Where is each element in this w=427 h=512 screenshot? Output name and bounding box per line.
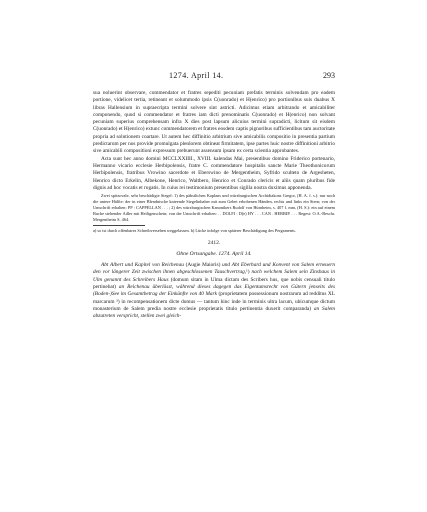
regest-italic-4: an Reichenau überlässt, während dieses dagegen das Eigentumsrecht von Gütern jenseits des (Boden-)See im Gesamtbetrag der Einkünfte von 40 Mark xyxy=(93,284,336,298)
document-body xyxy=(93,90,335,321)
regest-roman-4: (proprietatem possessionum nostrarum ad redditus XL marcarum ³) in recompensationem dicte domus — tantum hinc inde in terminis ultra lacum, ubicumque dictum monasterium de Salem predia nostre ecclesie proprietatis titulo pertinentia duxerit comparanda) xyxy=(93,291,335,312)
regest-roman-1: (Augie Maioris) xyxy=(183,262,223,269)
charter-paragraph-1: sua noluerint observare, commendator et fratres sepediti pecuniam prefatis terminis solvendam pro eadem portione, videlicet tertia, retineant et solummodo ipsis C(uonrado) et H(enrico) pro portionibus suis duabus X libras Hallensium in supraecripta termini solvere sint astricti. Adicimus etiam arbitrando et amicabiliter componendo, quod si commendator et fratres iam dicti prenominatis C(uonrado) et H(enrico) non solvant pecuniam superius comprehensam infra X dies post lapsum alicuius termini supradicti, licitum sit eisdem C(uonrado) et H(enrico) extunc commendatorem et fratres eosdem captis pignoribus sufficientibus tam auctoritate propria ad solutionem coartare. Ut autem hec diffinitio arbitrium sive amicabilis compositio in presentia partium predictarum per nos provide promulgata plenlorem obtineat firmitatem, ipse partes huic nostre diffinitioni arbitrio sive amicabili compositioni expressum prebuerunt assensum ipsam ex certa scientia approbantes. xyxy=(93,90,336,155)
regest-italic-2: und Abt Eberhard und Konvent von Salem erneuern den vor längerer Zeit zwischen ihnen abgeschlossenen Tauschvertrag, xyxy=(93,262,335,276)
charter-paragraph-2: Acta sunt hec anno domini MCCLXXIIII., XVIII. kalendas Mai, presentibus domino Friderico portenario, Hermanno vicario ecclesie Herbipolensis, fratre C. commendatore hospitalis sancte Marie Theothonicorum Herbipolensis, fratribus Vrowino sacerdote et Eberswino de Mergentheim, Syfrido sculteto de Argesheten, Henrico dicto Erkelin, Albekone, Henrico, Waltbero, Henrico et Conrado clericis et aliis quam pluribus fide dignis ad hoc vocatis et rogatis. In cuius rei testimonium presentibus sigilla nostra duximus apponenda. xyxy=(93,155,335,191)
footnote-rule xyxy=(93,225,145,226)
running-header xyxy=(93,70,335,82)
regest-italic-5: an Salem abzutreten verspricht, stellen zwei gleich- xyxy=(93,305,335,320)
document-date: Ohne Ortsangabe. 1274. April 14. xyxy=(176,250,252,257)
header-date: 1274. April 14. xyxy=(169,71,224,80)
seal-description: Zwei spitzovale, sehr beschädigte Siegel: 1) des päbstlichen Kaplans und würzburgischen Archidiakons Gregor, (H. A. f. s.): nur noch die untere Hälfte: der in einer Blendnische knieende Siegelinhaber mit zum Gebet erhobenen Händen, rechts und links ein Stern; von der Umschrift erhalten: PP : CAPPELLAN . . . ; 2) des würzburgischen Kanonikers Rudolf von Hürnheim, s. 407 f. mm, (H. S.): ein auf einem Buche stehender Adler mit Heiligenschein; von der Umschrift erhalten: . . DOLFI : D(e) HY . . . CAN . HERBIP. . . . Regest: O.A.-Beschr. Mergentheim S. 464. xyxy=(93,193,335,222)
regest-italic-3: nach welchem Salem sein Zinshaus in Ulm genannt des Schreibers Haus xyxy=(93,269,335,283)
regest-paragraph xyxy=(93,262,335,320)
regest-roman-3: (domum sitam in Ulma dictam des Scribers hus, que nobis censuali titulo pertinebat) xyxy=(93,276,335,291)
footnote: a) so ist durch offenbares Schreibversehen weggelassen. b) Lücke infolge von späterer Beschädigung des Pergaments. xyxy=(93,227,296,233)
page-number: 293 xyxy=(323,71,335,80)
document-number: 2412. xyxy=(207,239,221,246)
regest-italic-1: Abt Albert und Kapitel von Reichenau xyxy=(101,262,184,269)
regest-roman-2: ¹) xyxy=(246,269,252,276)
